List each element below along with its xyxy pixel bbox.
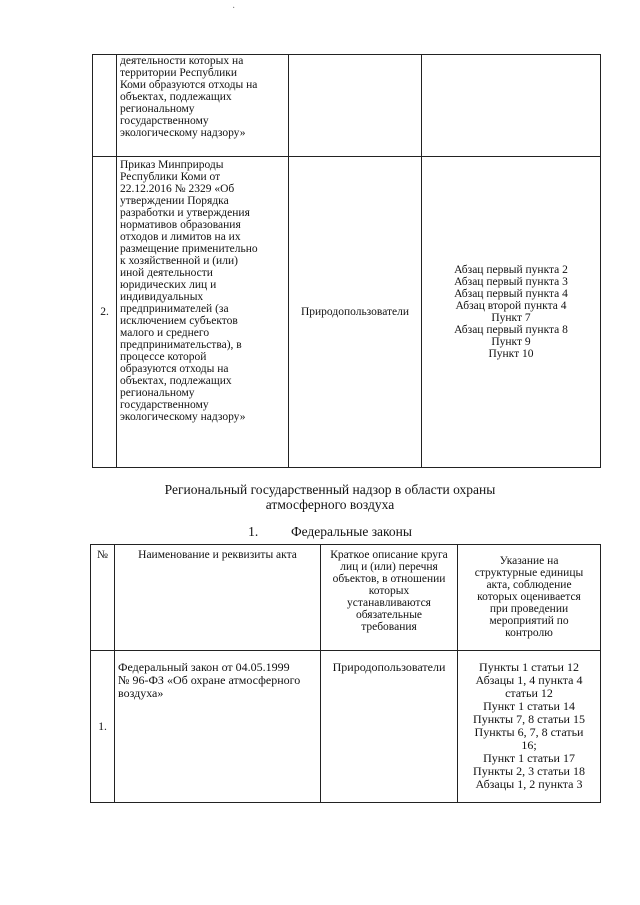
header-line: Указание на xyxy=(499,555,559,567)
act-text-line: Приказ Минприроды xyxy=(120,159,224,171)
header-subjects xyxy=(321,545,458,651)
header-row xyxy=(91,545,601,651)
act-text-line: объектах, подлежащих xyxy=(120,91,232,103)
act-text-line: воздуха» xyxy=(118,686,164,700)
unit-line: Пункт 7 xyxy=(491,312,531,324)
subjects-cell xyxy=(289,55,422,157)
header-line: акта, соблюдение xyxy=(486,579,572,591)
subsection-number: 1. xyxy=(248,524,259,539)
section-heading-line: Региональный государственный надзор в области охраны xyxy=(164,482,496,497)
unit-line: Абзац первый пункта 3 xyxy=(454,276,568,288)
act-text-line: Федеральный закон от 04.05.1999 xyxy=(118,660,290,674)
act-text-line: государственному xyxy=(120,115,209,127)
unit-line: Пункты 1 статьи 12 xyxy=(479,660,579,674)
unit-line: Абзац первый пункта 8 xyxy=(454,324,568,336)
act-text-line: разработки и утверждения xyxy=(120,207,250,219)
act-text-line: юридических лиц и xyxy=(120,279,217,291)
unit-line: Пункты 7, 8 статьи 15 xyxy=(473,712,585,726)
unit-line: Абзацы 1, 2 пункта 3 xyxy=(475,777,583,791)
act-text-line: образуются отходы на xyxy=(120,363,229,375)
unit-line: Пункт 10 xyxy=(488,348,534,360)
header-act: Наименование и реквизиты акта xyxy=(115,545,321,651)
header-line: структурные единицы xyxy=(474,567,584,579)
act-text-line: процессе которой xyxy=(120,351,207,363)
act-text-line: исключением субъектов xyxy=(120,315,238,327)
act-text-line: предпринимательства), в xyxy=(120,339,242,351)
unit-line: Пункт 1 статьи 17 xyxy=(483,751,575,765)
unit-line: Абзацы 1, 4 пункта 4 xyxy=(475,673,583,687)
top-table xyxy=(92,54,601,468)
unit-line: 16; xyxy=(521,738,537,752)
header-num: № xyxy=(91,545,115,651)
act-text-line: иной деятельности xyxy=(120,267,213,279)
header-units xyxy=(458,545,601,651)
header-line: контролю xyxy=(505,627,553,639)
header-line: устанавливаются xyxy=(347,597,431,609)
header-line: которых оценивается xyxy=(477,591,581,603)
act-text-line: предпринимателей (за xyxy=(120,303,229,315)
act-cell xyxy=(117,157,289,468)
unit-line: статьи 12 xyxy=(505,686,553,700)
unit-line: Пункт 9 xyxy=(491,336,531,348)
act-cell xyxy=(117,55,289,157)
table-row xyxy=(91,651,601,803)
act-text-line: индивидуальных xyxy=(120,291,204,303)
act-text-line: малого и среднего xyxy=(120,327,210,339)
scan-speck: · xyxy=(232,3,236,14)
row-number-cell: 1. xyxy=(91,651,115,803)
act-text-line: деятельности которых на xyxy=(120,55,244,67)
subjects-cell: Природопользователи xyxy=(321,651,458,803)
act-text-line: 22.12.2016 № 2329 «Об xyxy=(120,183,235,195)
unit-line: Абзац второй пункта 4 xyxy=(455,300,567,312)
act-text-line: размещение применительно xyxy=(120,243,258,255)
act-text-line: региональному xyxy=(120,387,195,399)
act-cell xyxy=(115,651,321,803)
act-text-line: территории Республики xyxy=(120,67,238,79)
act-text-line: № 96-ФЗ «Об охране атмосферного xyxy=(118,673,301,687)
laws-table xyxy=(90,544,601,803)
act-text-line: утверждении Порядка xyxy=(120,195,229,207)
header-line: объектов, в отношении xyxy=(332,573,446,585)
header-line: мероприятий по xyxy=(489,615,569,627)
header-line: которых xyxy=(368,585,410,597)
header-line: требования xyxy=(361,621,417,633)
table-row xyxy=(93,55,601,157)
units-cell xyxy=(422,157,601,468)
header-line: при проведении xyxy=(489,603,569,615)
table-row xyxy=(93,157,601,468)
unit-line: Пункт 1 статьи 14 xyxy=(483,699,575,713)
act-text-line: экологическому надзору» xyxy=(120,127,246,139)
act-text-line: государственному xyxy=(120,399,209,411)
section-heading xyxy=(60,482,600,512)
section-heading-line: атмосферного воздуха xyxy=(265,497,395,512)
subsection-heading xyxy=(60,524,600,539)
unit-line: Абзац первый пункта 2 xyxy=(454,264,568,276)
row-number-cell xyxy=(93,55,117,157)
subjects-cell: Природопользователи xyxy=(289,157,422,468)
unit-line: Абзац первый пункта 4 xyxy=(454,288,568,300)
unit-line: Пункты 2, 3 статьи 18 xyxy=(473,764,585,778)
units-cell xyxy=(458,651,601,803)
act-text-line: экологическому надзору» xyxy=(120,411,246,423)
act-text-line: к хозяйственной и (или) xyxy=(120,255,238,267)
act-text-line: региональному xyxy=(120,103,195,115)
header-line: обязательные xyxy=(355,609,423,621)
act-text-line: отходов и лимитов на их xyxy=(120,231,241,243)
act-text-line: объектах, подлежащих xyxy=(120,375,232,387)
unit-line: Пункты 6, 7, 8 статьи xyxy=(474,725,584,739)
act-text-line: нормативов образования xyxy=(120,219,241,231)
header-line: лиц и (или) перечня xyxy=(340,561,438,573)
act-text-line: Коми образуются отходы на xyxy=(120,79,258,91)
subsection-title: Федеральные законы xyxy=(290,524,412,539)
row-number-cell: 2. xyxy=(93,157,117,468)
act-text-line: Республики Коми от xyxy=(120,171,221,183)
units-cell xyxy=(422,55,601,157)
header-line: Краткое описание круга xyxy=(330,549,448,561)
